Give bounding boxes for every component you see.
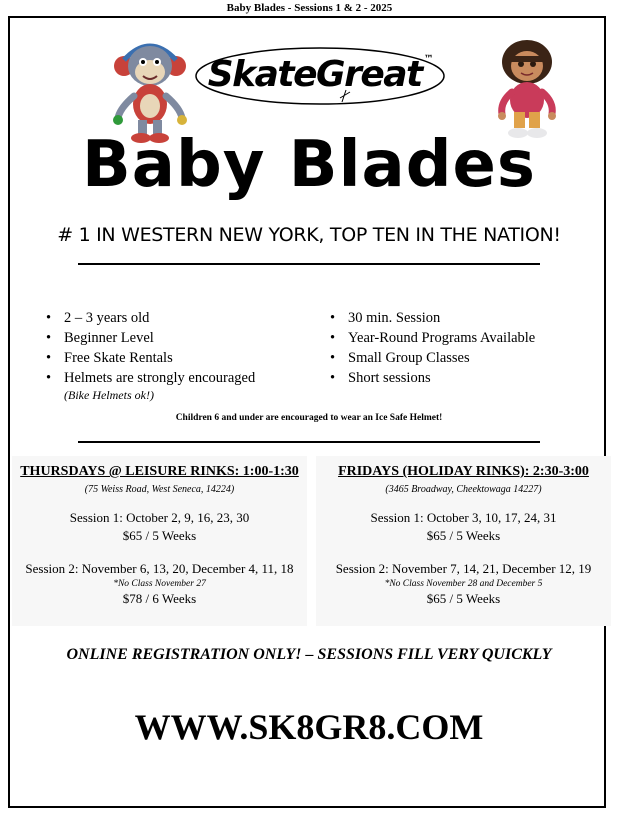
- friday-session-2: Session 2: November 7, 14, 21, December 12, 19: [335, 561, 592, 576]
- divider: [78, 441, 540, 443]
- feature-text: Small Group Classes: [348, 350, 470, 366]
- list-item: [330, 328, 535, 348]
- feature-text: Short sessions: [348, 370, 431, 386]
- list-item: [46, 308, 255, 328]
- flyer-frame: [8, 16, 606, 808]
- document-header: Baby Blades - Sessions 1 & 2 - 2025: [226, 2, 393, 14]
- divider: [78, 263, 540, 265]
- list-item: [46, 348, 255, 368]
- feature-text: Helmets are strongly encouraged: [64, 370, 256, 386]
- list-item: [330, 308, 535, 328]
- thursday-session-1: Session 1: October 2, 9, 16, 23, 30: [69, 510, 250, 525]
- thursday-session-2: Session 2: November 6, 13, 20, December 4, 11, 18: [25, 561, 294, 576]
- bullet-icon: •: [46, 350, 52, 366]
- website-url: WWW.SK8GR8.COM: [134, 707, 484, 747]
- trademark-mark: ™: [423, 54, 433, 65]
- thursday-heading: THURSDAYS @ LEISURE RINKS: 1:00-1:30: [20, 464, 299, 479]
- list-item: [330, 368, 535, 388]
- friday-address: (3465 Broadway, Cheektowaga 14227): [385, 484, 542, 495]
- girl-doll-plush-icon: [490, 36, 565, 141]
- bullet-icon: •: [46, 370, 52, 386]
- feature-note: (Bike Helmets ok!): [64, 388, 154, 402]
- bullet-icon: •: [330, 310, 336, 326]
- skategreat-logo: [190, 40, 450, 110]
- helmet-notice: Children 6 and under are encouraged to wear an Ice Safe Helmet!: [175, 413, 443, 423]
- thursday-session-1-price: $65 / 5 Weeks: [122, 528, 197, 543]
- friday-heading: FRIDAYS (HOLIDAY RINKS): 2:30-3:00: [338, 464, 589, 479]
- tagline: # 1 IN WESTERN NEW YORK, TOP TEN IN THE NATION!: [57, 224, 561, 246]
- feature-list-right: [330, 308, 535, 388]
- bullet-icon: •: [46, 330, 52, 346]
- friday-session-1-price: $65 / 5 Weeks: [426, 528, 501, 543]
- friday-session-2-price: $65 / 5 Weeks: [426, 591, 501, 606]
- thursday-session-panel: [12, 456, 307, 626]
- list-item: [330, 348, 535, 368]
- feature-text: Free Skate Rentals: [64, 350, 173, 366]
- logo-wordmark: SkateGreat: [207, 54, 422, 95]
- page-title: Baby Blades: [82, 128, 536, 202]
- thursday-session-2-price: $78 / 6 Weeks: [122, 591, 197, 606]
- thursday-address: (75 Weiss Road, West Seneca, 14224): [84, 484, 235, 495]
- feature-text: 30 min. Session: [348, 310, 441, 326]
- bullet-icon: •: [46, 310, 52, 326]
- feature-list-left: [46, 308, 255, 402]
- friday-session-panel: [316, 456, 611, 626]
- bullet-icon: •: [330, 370, 336, 386]
- feature-text: Beginner Level: [64, 330, 154, 346]
- logo-text: [190, 54, 450, 95]
- friday-session-1: Session 1: October 3, 10, 17, 24, 31: [370, 510, 557, 525]
- feature-text: 2 – 3 years old: [64, 310, 150, 326]
- list-item: [46, 328, 255, 348]
- list-item: [46, 368, 255, 388]
- friday-session-2-note: *No Class November 28 and December 5: [384, 579, 543, 589]
- bullet-icon: •: [330, 330, 336, 346]
- thursday-session-2-note: *No Class November 27: [113, 579, 206, 589]
- bullet-icon: •: [330, 350, 336, 366]
- registration-notice: ONLINE REGISTRATION ONLY! – SESSIONS FILL VERY QUICKLY: [66, 646, 552, 663]
- feature-text: Year-Round Programs Available: [348, 330, 536, 346]
